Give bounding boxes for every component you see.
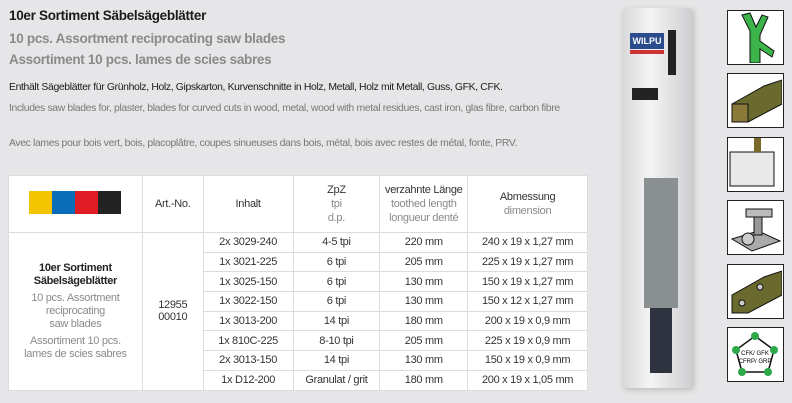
composite-cfk-gfk-icon: [727, 327, 784, 382]
product-name-fr: Assortiment 10 pcs.: [29, 334, 121, 347]
metal-icon: [727, 200, 784, 255]
product-table: [8, 175, 588, 391]
color-swatch-blue: [52, 191, 75, 214]
cell-zpz: 8-10 tpi: [293, 331, 380, 351]
cell-zpz: Granulat / grit: [293, 370, 380, 390]
cell-zpz: 6 tpi: [293, 292, 380, 312]
cell-len: 130 mm: [380, 292, 468, 312]
svg-text:CFK/ GFK: CFK/ GFK: [741, 351, 769, 357]
cell-len: 130 mm: [380, 272, 468, 292]
cell-dim: 225 x 19 x 1,27 mm: [468, 252, 588, 272]
header-length-de: verzahnte Länge: [385, 184, 463, 196]
color-code: [9, 176, 143, 233]
header-dimension: [468, 176, 588, 233]
title-de: 10er Sortiment Säbelsägeblätter: [9, 8, 207, 23]
product-name-fr-2: lames de scies sabres: [24, 347, 127, 360]
color-swatch-black: [98, 191, 121, 214]
product-name-en: 10 pcs. Assortment: [31, 291, 120, 304]
header-length-en: toothed length: [390, 198, 457, 210]
cell-zpz: 6 tpi: [293, 272, 380, 292]
article-number-1: 12955: [158, 299, 188, 312]
header-zpz-en: tpi: [331, 198, 342, 210]
cell-len: 205 mm: [380, 331, 468, 351]
cell-dim: 150 x 19 x 0,9 mm: [468, 351, 588, 371]
cell-dim: 150 x 12 x 1,27 mm: [468, 292, 588, 312]
cell-inhalt: 1x 3022-150: [203, 292, 293, 312]
cell-inhalt: 1x 3013-200: [203, 311, 293, 331]
cell-inhalt: 2x 3013-150: [203, 351, 293, 371]
cell-zpz: 14 tpi: [293, 311, 380, 331]
cell-len: 205 mm: [380, 252, 468, 272]
description-fr: Avec lames pour bois vert, bois, placoplâtre, coupes sinueuses dans bois, métal, bois avec restes de métal, fonte, PRV.: [9, 138, 518, 149]
article-number: [142, 233, 203, 391]
cell-len: 180 mm: [380, 370, 468, 390]
header-dimension-en: dimension: [503, 205, 552, 217]
cell-zpz: 6 tpi: [293, 252, 380, 272]
cell-dim: 240 x 19 x 1,27 mm: [468, 233, 588, 253]
wood-icon: [727, 73, 784, 128]
cell-dim: 200 x 19 x 1,05 mm: [468, 370, 588, 390]
header-inhalt: Inhalt: [203, 176, 293, 233]
header-length-fr: longueur denté: [389, 212, 459, 224]
header-dimension-de: Abmessung: [499, 191, 556, 203]
product-name-de-2: Säbelsägeblätter: [33, 274, 118, 287]
header-zpz-fr: d.p.: [327, 212, 345, 224]
brand-logo: WILPU: [630, 33, 664, 49]
product-name-en-2: reciprocating: [45, 304, 105, 317]
header-art-no: Art.-No.: [142, 176, 203, 233]
description-en: Includes saw blades for, plaster, blades for curved cuts in wood, metal, wood with metal residues, cast iron, glas fibre, carbon fibre: [9, 103, 560, 114]
cell-inhalt: 2x 3029-240: [203, 233, 293, 253]
title-en: 10 pcs. Assortment reciprocating saw blades: [9, 31, 286, 46]
cell-len: 220 mm: [380, 233, 468, 253]
description-de: Enthält Sägeblätter für Grünholz, Holz, Gipskarton, Kurvenschnitte in Holz, Metall, Holz mit Metall, Guss, GFK, CFK.: [9, 82, 503, 93]
article-number-2: 00010: [158, 311, 188, 324]
table-header: [9, 176, 588, 233]
color-swatch-red: [75, 191, 98, 214]
cell-dim: 225 x 19 x 0,9 mm: [468, 331, 588, 351]
header-zpz-de: ZpZ: [327, 184, 346, 196]
product-name-cell: [9, 233, 143, 391]
cell-inhalt: 1x 810C-225: [203, 331, 293, 351]
table-row: [9, 233, 588, 253]
cell-dim: 150 x 19 x 1,27 mm: [468, 272, 588, 292]
header-zpz: [293, 176, 380, 233]
green-wood-icon: [727, 10, 784, 65]
product-name-de: 10er Sortiment: [39, 261, 112, 274]
cell-zpz: 14 tpi: [293, 351, 380, 371]
cell-dim: 200 x 19 x 0,9 mm: [468, 311, 588, 331]
wood-with-nails-icon: [727, 264, 784, 319]
cell-inhalt: 1x 3021-225: [203, 252, 293, 272]
product-name-en-3: saw blades: [49, 317, 102, 330]
cell-zpz: 4-5 tpi: [293, 233, 380, 253]
cell-inhalt: 1x 3025-150: [203, 272, 293, 292]
color-swatch-yellow: [29, 191, 52, 214]
cell-len: 130 mm: [380, 351, 468, 371]
header-length: [380, 176, 468, 233]
cell-len: 180 mm: [380, 311, 468, 331]
cell-inhalt: 1x D12-200: [203, 370, 293, 390]
title-fr: Assortiment 10 pcs. lames de scies sabres: [9, 52, 272, 67]
plasterboard-icon: [727, 137, 784, 192]
svg-text:CFRP/ GRP: CFRP/ GRP: [738, 359, 772, 365]
product-package-image: [622, 8, 692, 388]
